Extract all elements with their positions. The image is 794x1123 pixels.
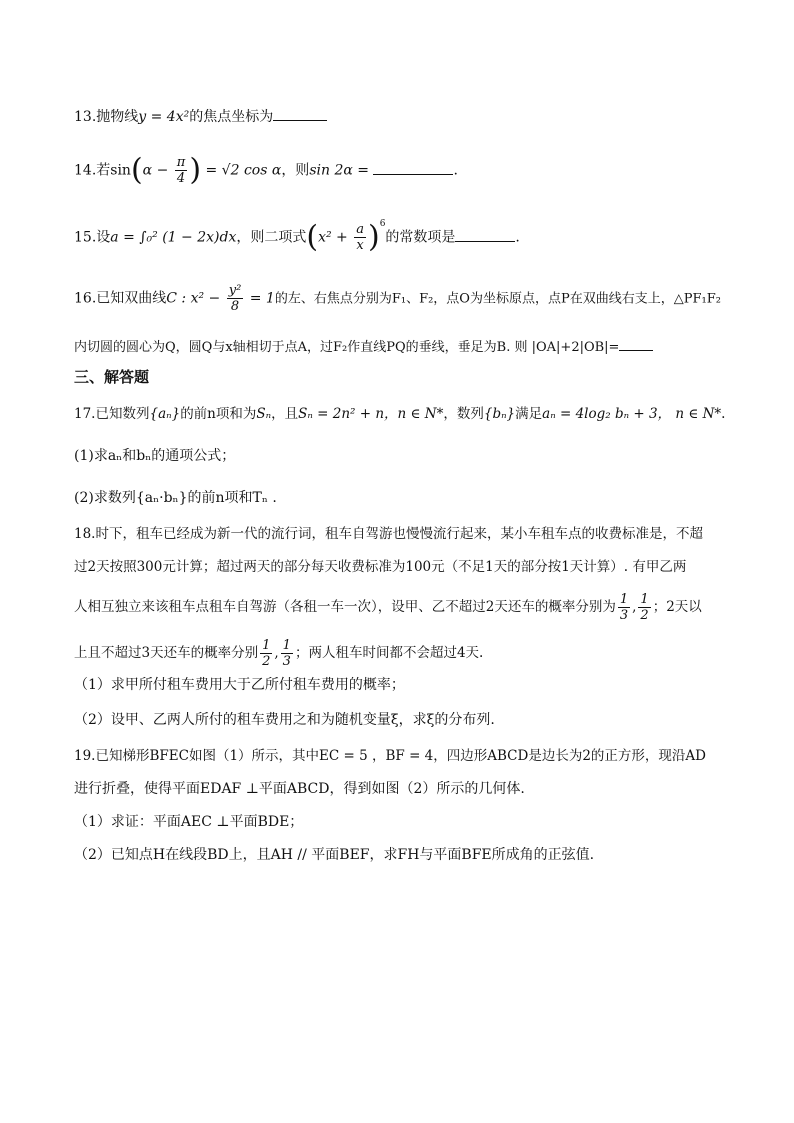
q17-text-e: 满足 [515,406,543,422]
q15-inner: x² + [318,229,353,246]
q16-fraction [227,283,244,314]
q14-answer-blank [373,160,453,175]
question-19-line1: 19.已知梯形BFEC如图（1）所示，其中EC = 5 ，BF = 4，四边形ABCD是边长为2的正方形，现沿AD [74,748,706,764]
q15-a: a [356,222,364,237]
q13-trail: 的焦点坐标为 [189,109,274,125]
q18-f1-num: 1 [619,592,629,607]
question-18-part2: （2）设甲、乙两人所付的租车费用之和为随机变量ξ，求ξ的分布列. [74,712,495,728]
question-18-line4: 上且不超过3天还车的概率分别 $\frac{1}{2}$ , $\frac{1}{3}$ ；两人租车时间都不会超过4天. [74,638,484,669]
q17-text-c: ，且 [271,406,299,422]
q15-x: x [356,238,364,253]
q18-f4-num: 1 [282,638,291,653]
question-16-line1 [74,283,721,314]
q14-rhs: = √2 cos α [201,162,282,179]
q16-answer-blank [619,336,653,351]
question-17-part2: (2)求数列{aₙ·bₙ}的前n项和Tₙ . [74,490,277,506]
question-16-line2 [74,336,653,358]
q14-target: sin 2α = [309,162,374,179]
q16-line2: 内切圆的圆心为Q，圆Q与x轴相切于点A，过F₂作直线PQ的垂线，垂足为B. 则 |OA|+2|OB|= [74,340,620,355]
q15-answer-blank [455,227,515,242]
q16-c-label: C : x² − [166,290,225,307]
q18-line3-b: ；2天以 [652,599,702,615]
q14-pi: π [176,155,186,170]
q14-mid: ，则 [281,162,310,179]
q17-an: {aₙ} [149,406,181,422]
q17-end: . [721,406,726,422]
q14-four: 4 [176,171,186,186]
q15-lead: 15.设 [74,229,111,246]
q15-integral: a = ∫₀² (1 − 2x)dx [110,229,237,246]
q18-fraction-3 [260,638,272,669]
q16-eq: = 1 [245,290,275,307]
q13-answer-blank [273,106,327,121]
q17-sn-formula: Sₙ = 2n² + n，n ∈ N* [298,406,444,422]
question-18-part1: （1）求甲所付租车费用大于乙所付租车费用的概率； [74,677,405,693]
q18-line4-a: 上且不超过3天还车的概率分别 [74,645,259,661]
q14-end: . [453,162,458,179]
q18-f2-den: 2 [640,608,649,623]
q18-fraction-1 [618,592,630,623]
question-13 [74,106,327,127]
q13-formula: y = 4x² [138,109,190,125]
q18-f3-den: 2 [262,654,271,669]
q17-sn: Sₙ [256,406,272,422]
q17-an-formula: aₙ = 4log₂ bₙ + 3， n ∈ N* [542,406,722,422]
question-18-line2: 过2天按照300元计算；超过两天的部分每天收费标准为100元（不足1天的部分按1天计算）. 有甲乙两 [74,559,687,575]
q15-trail: 的常数项是 [385,229,456,246]
q16-y2: y² [228,283,242,298]
q15-end: . [515,229,520,246]
q17-lead: 17.已知数列 [74,406,150,422]
q15-power: 6 [379,218,386,229]
q18-line3-a: 人相互独立来该租车点租车自驾游（各租一车一次），设甲、乙不超过2天还车的概率分别为 [74,599,616,615]
question-18-line1: 18.时下，租车已经成为新一代的流行词，租车自驾游也慢慢流行起来，某小车租车点的收费标准是，不超 [74,526,703,542]
q14-sin: sin [110,162,131,179]
q17-text-d: ，数列 [443,406,484,422]
question-18-line3: 人相互独立来该租车点租车自驾游（各租一车一次），设甲、乙不超过2天还车的概率分别为 $\frac{1}{3}$ , $\frac{1}{2}$ ；2天以 [74,592,702,623]
question-17-line1 [74,404,725,424]
question-15: 15.设a = ∫₀² (1 − 2x)dx，则二项式(x² + $\frac{a}{x}$ )$^6$的常数项是 . [74,218,520,255]
q16-eight: 8 [230,299,240,314]
q17-bn: {bₙ} [483,406,516,422]
question-19-part1: （1）求证：平面AEC ⊥平面BDE； [74,814,304,830]
section-heading: 三、解答题 [74,368,150,386]
q18-fraction-2 [638,592,650,623]
q15-fraction [354,222,366,253]
q15-mid: ，则二项式 [236,229,307,246]
q18-f3-num: 1 [262,638,271,653]
q16-line1-rest: 的左、右焦点分别为F₁、F₂，点O为坐标原点，点P在双曲线右支上，△PF₁F₂ [274,291,721,307]
q17-text-b: 的前n项和为 [180,406,257,422]
q16-lead: 16.已知双曲线 [74,290,167,307]
q18-f1-den: 3 [619,608,629,623]
q13-lead: 13.抛物线 [74,109,139,125]
q18-f4-den: 3 [282,654,291,669]
q14-lead: 14.若 [74,162,111,179]
q18-fraction-4 [281,638,293,669]
question-17-part1: (1)求aₙ和bₙ的通项公式； [74,448,236,464]
question-14: 14.若sin(α − $\frac{\pi}{4}$ ) = √2 cos α，则sin 2α = . [74,152,458,188]
q18-f2-num: 1 [640,592,649,607]
q14-alpha: α − [142,162,173,179]
q14-fraction [175,155,188,186]
question-19-part2: （2）已知点H在线段BD上，且AH // 平面BEF，求FH与平面BFE所成角的正弦值. [74,847,595,863]
question-19-line2: 进行折叠，使得平面EDAF ⊥平面ABCD，得到如图（2）所示的几何体. [74,781,525,797]
q18-line4-b: ；两人租车时间都不会超过4天. [294,645,484,661]
